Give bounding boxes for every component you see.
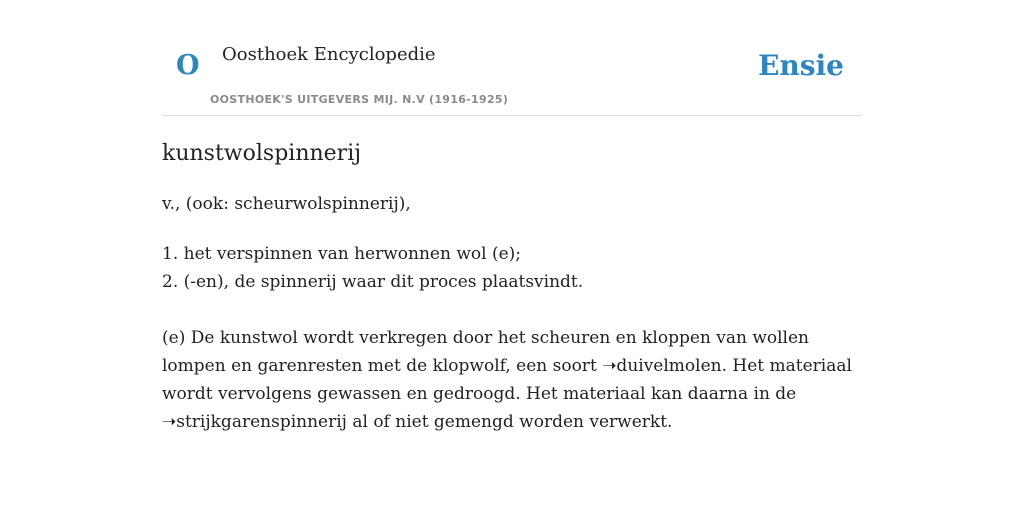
ensie-brand-link[interactable]: Ensie [758, 49, 844, 82]
entry-page [162, 0, 862, 432]
xref-link-strijkgarenspinnerij[interactable]: ➝strijkgarenspinnerij [162, 412, 347, 432]
entry-body [162, 324, 862, 436]
sense-item-1: 1. het verspinnen van herwonnen wol (e); [162, 244, 522, 264]
body-text-part-1: (e) De kunstwol wordt verkregen door het scheuren en kloppen van wollen lompen en garenresten met de klopwolf, een soort [162, 328, 810, 376]
body-text-part-3: al of niet gemengd worden verwerkt. [346, 412, 673, 432]
entry-headword: kunstwolspinnerij [162, 141, 362, 166]
source-header [162, 0, 862, 116]
sense-list [162, 240, 583, 296]
xref-link-duivelmolen[interactable]: ➝duivelmolen [602, 356, 722, 376]
grammar-note: v., (ook: scheurwolspinnerij), [162, 194, 411, 214]
source-title-link[interactable]: Oosthoek Encyclopedie [222, 44, 436, 65]
body-text-part-2: . Het materiaal wordt vervolgens gewassen en gedroogd. Het materiaal kan daarna in de [162, 356, 852, 404]
publisher-label: OOSTHOEK'S UITGEVERS MIJ. N.V (1916-1925) [210, 93, 509, 106]
source-logo-icon[interactable]: O [176, 50, 200, 81]
sense-item-2: 2. (-en), de spinnerij waar dit proces plaatsvindt. [162, 272, 584, 292]
